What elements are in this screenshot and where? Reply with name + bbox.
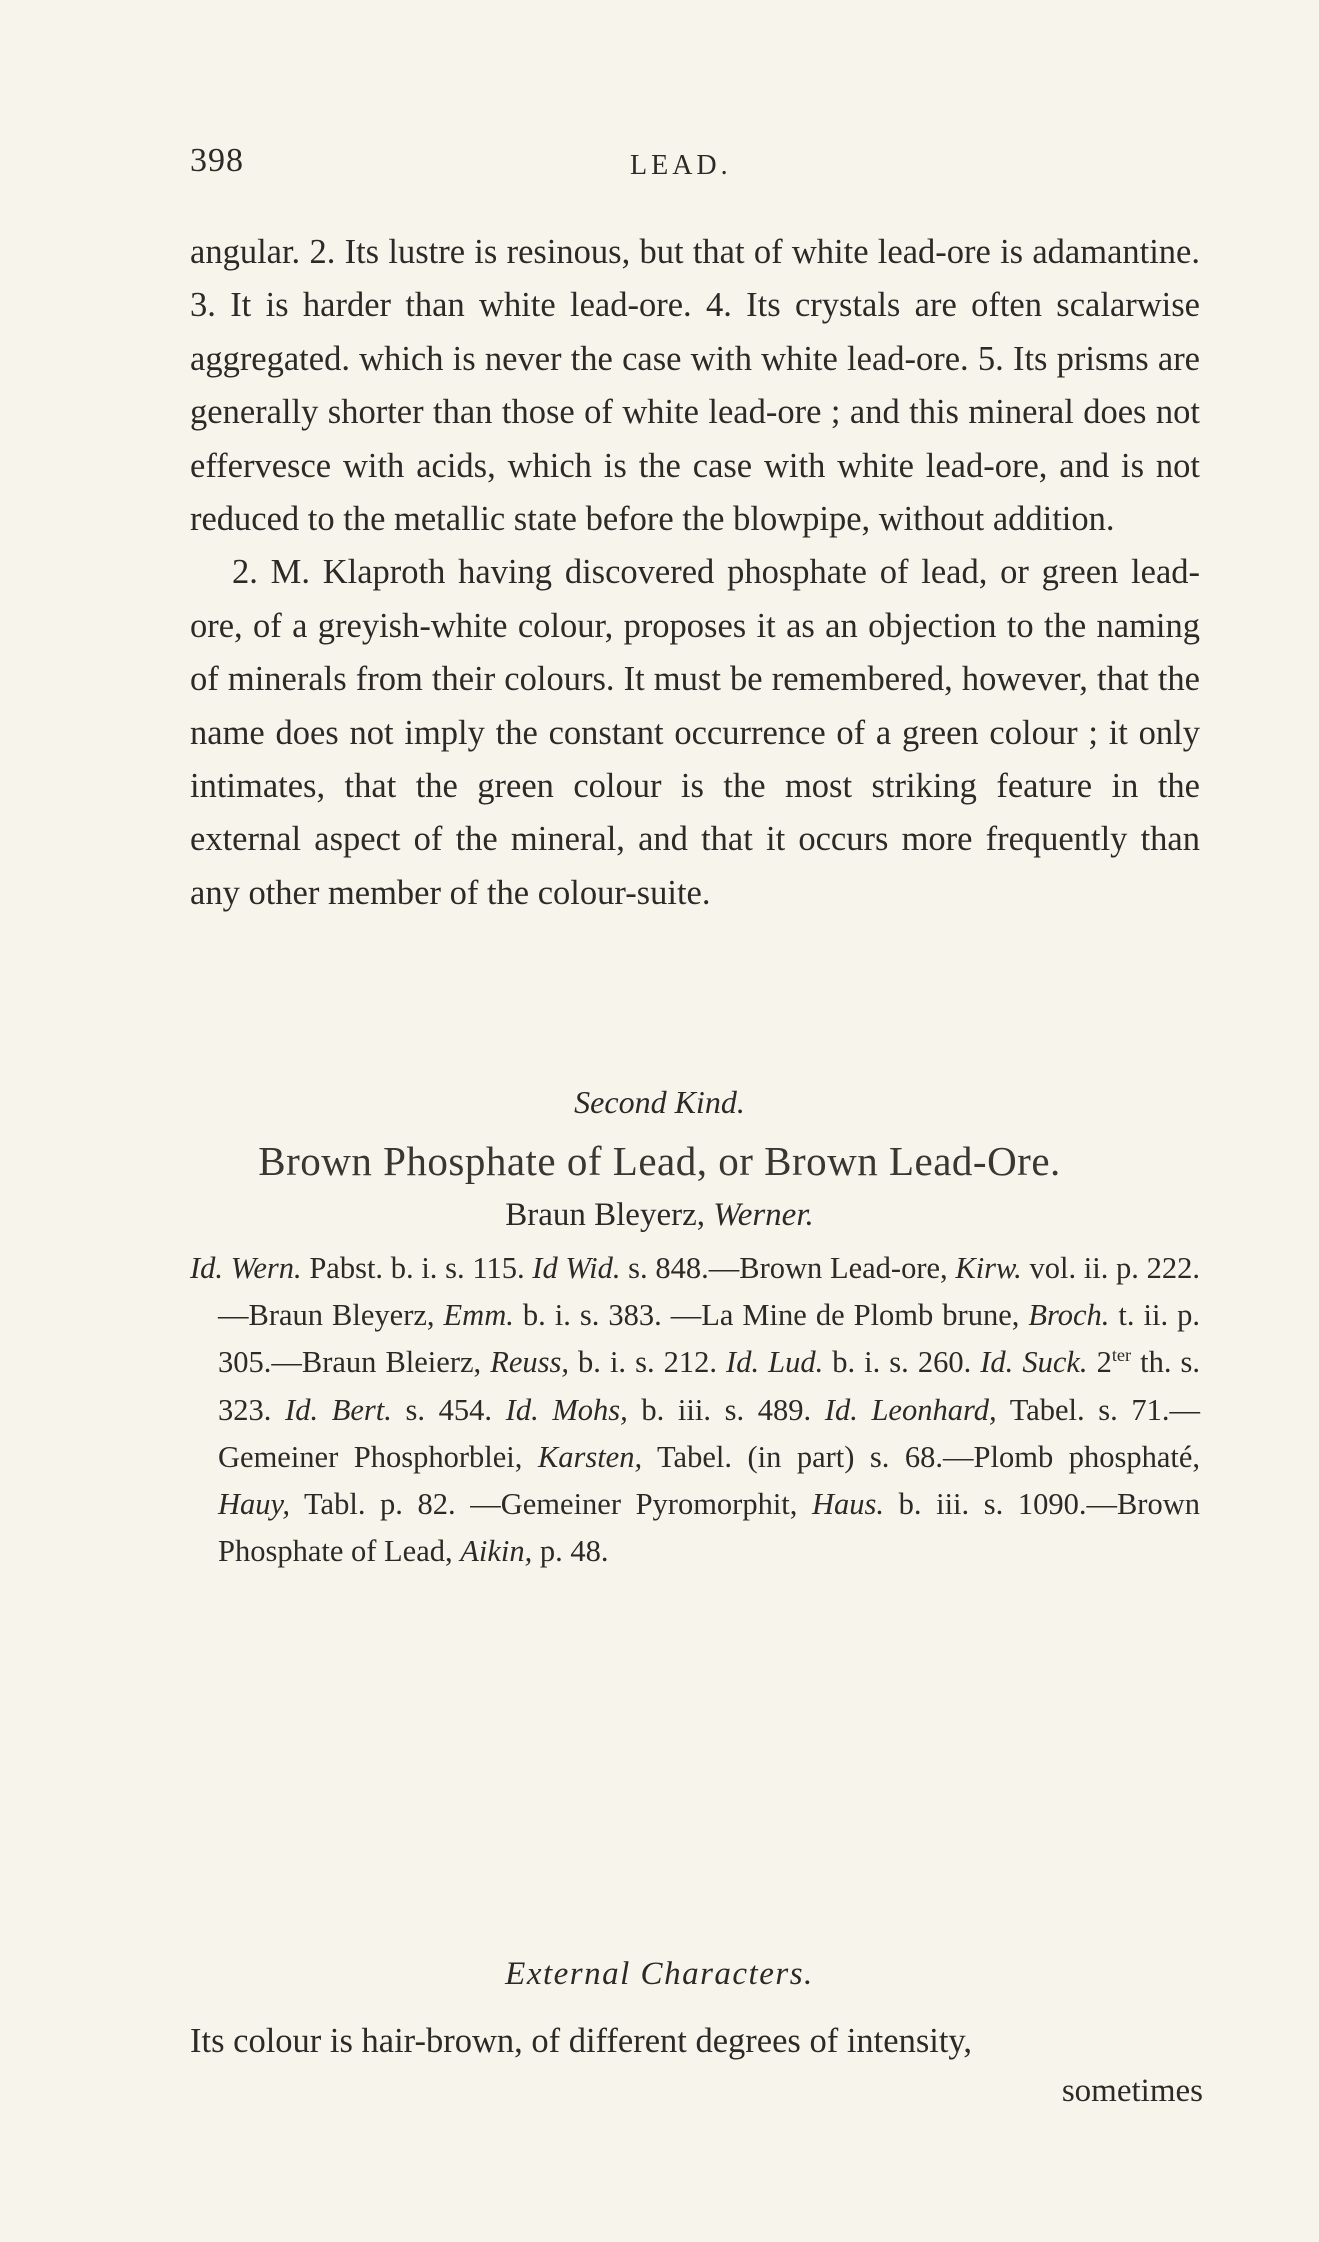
page-header: [190, 142, 1190, 192]
ref-text: b. iii. s. 489.: [627, 1392, 825, 1427]
external-characters-heading: External Characters.: [505, 1956, 814, 1992]
ref-text: b. i. s. 383. —La Mine de Plomb brune,: [513, 1298, 1029, 1333]
external-characters-text: Its colour is hair-brown, of different degrees of intensity,: [190, 2022, 973, 2060]
ref-text: 2: [1087, 1345, 1112, 1380]
ref-author: Id. Wern.: [190, 1251, 302, 1285]
ref-text: Pabst. b. i. s. 115.: [301, 1251, 533, 1285]
ref-text: b. i. s. 260.: [823, 1345, 981, 1380]
ref-author: Hauy,: [218, 1487, 291, 1522]
reference-list: [190, 1245, 1200, 1575]
references: [190, 1245, 1200, 1575]
page-number: 398: [190, 142, 244, 179]
section-kind: Second Kind.: [574, 1084, 745, 1120]
body-text: [190, 226, 1200, 920]
paragraph-continued: angular. 2. Its lustre is resinous, but that of white lead-ore is adamantine. 3. It is harder than white lead-ore. 4. Its crystals are often scalarwise aggregated. which is never the case with white lead-ore. 5. Its prisms are generally shorter than those of white lead-ore ; and this mineral does not effervesce with acids, which is the case with white lead-ore, and is not reduced to the metallic state before the blowpipe, without addition.: [190, 233, 1200, 539]
catchword: sometimes: [1061, 2073, 1203, 2109]
ref-superscript: ter: [1111, 1345, 1132, 1366]
ref-author: Id. Bert.: [285, 1392, 392, 1427]
ref-author: Id. Lud.: [726, 1345, 824, 1380]
ref-author: Haus.: [812, 1487, 885, 1522]
synonym-author: Werner.: [713, 1197, 814, 1233]
ref-text: th. s. 323.: [218, 1345, 1201, 1427]
ref-author: Broch.: [1028, 1298, 1110, 1333]
ref-author: Aikin,: [460, 1534, 533, 1569]
ref-author: Karsten,: [537, 1439, 643, 1474]
synonym-line: [0, 1197, 1319, 1234]
ref-text: Tabel. s. 71.—Gemeiner Phosphorblei,: [218, 1392, 1201, 1474]
ref-text: s. 848.—Brown Lead-ore,: [620, 1251, 956, 1285]
ref-author: Id. Leonhard,: [824, 1392, 997, 1427]
ref-text: b. iii. s. 1090.—Brown Phosphate of Lead,: [218, 1487, 1200, 1569]
paragraph-klaproth: 2. M. Klaproth having discovered phosphate of lead, or green lead-ore, of a greyish-white colour, proposes it as an objection to the naming of minerals from their colours. It must be remembered, however, that the name does not imply the constant occurrence of a green colour ; it only intimates, that the green colour is the most striking feature in the external aspect of the mineral, and that it occurs more frequently than any other member of the colour-suite.: [190, 553, 1200, 912]
ref-author: Id Wid.: [532, 1251, 621, 1285]
synonym-name: Braun Bleyerz,: [505, 1197, 705, 1233]
ref-author: Emm.: [443, 1298, 514, 1333]
ref-text: p. 48.: [532, 1534, 609, 1569]
running-head: LEAD.: [630, 150, 732, 181]
ref-author: Id. Suck.: [980, 1345, 1088, 1380]
ref-author: Reuss,: [490, 1345, 569, 1380]
ref-text: Tabel. (in part) s. 68.—Plomb phosphaté,: [642, 1439, 1201, 1474]
ref-text: b. i. s. 212.: [568, 1345, 727, 1380]
ref-text: Tabl. p. 82. —Gemeiner Pyromorphit,: [290, 1487, 812, 1522]
ref-text: vol. ii. p. 222.—Braun Bleyerz,: [218, 1251, 1200, 1333]
section-title: Brown Phosphate of Lead, or Brown Lead-Ore.: [258, 1138, 1061, 1184]
ref-text: t. ii. p. 305.—Braun Bleierz,: [218, 1298, 1201, 1380]
ref-author: Kirw.: [955, 1251, 1022, 1285]
ref-author: Id. Mohs,: [505, 1392, 628, 1427]
ref-text: s. 454.: [391, 1392, 506, 1427]
